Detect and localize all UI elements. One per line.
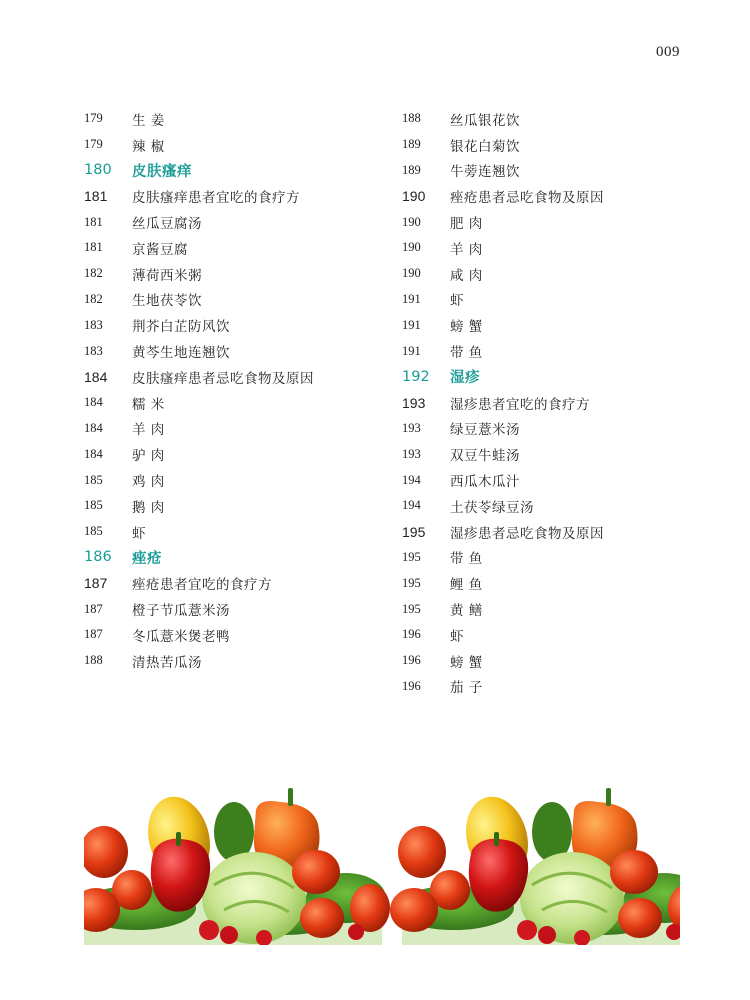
vegetable-band-image <box>84 780 680 945</box>
toc-right-entry-item <box>402 235 702 261</box>
entry-page-number: 190 <box>402 188 426 205</box>
toc-left-entry-item <box>84 467 384 493</box>
entry-page-number: 189 <box>402 162 421 177</box>
toc-right-entry-sub <box>402 390 702 416</box>
entry-page-number: 191 <box>402 317 421 332</box>
entry-title: 双豆牛蛙汤 <box>450 448 520 465</box>
entry-title: 黄芩生地连翘饮 <box>132 345 230 362</box>
entry-page-number: 184 <box>84 446 103 461</box>
entry-title: 西瓜木瓜汁 <box>450 474 520 491</box>
toc-right-entry-item <box>402 467 702 493</box>
toc-right-entry-item <box>402 209 702 235</box>
toc-left-entry-chapter <box>84 158 384 184</box>
entry-title: 肥 肉 <box>450 216 483 233</box>
toc-right-entry-item <box>402 132 702 158</box>
toc-right-entry-item <box>402 416 702 442</box>
entry-title: 羊 肉 <box>450 241 483 258</box>
entry-page-number: 181 <box>84 188 108 205</box>
toc-left-entry-item <box>84 441 384 467</box>
entry-page-number: 191 <box>402 343 421 358</box>
toc-left-entry-item <box>84 261 384 287</box>
entry-title: 湿疹患者忌吃食物及原因 <box>450 525 604 542</box>
entry-title: 皮肤瘙痒患者宜吃的食疗方 <box>132 190 300 207</box>
entry-page-number: 192 <box>402 368 430 385</box>
toc-right-entry-item <box>402 312 702 338</box>
toc-left-entry-sub <box>84 570 384 596</box>
entry-title: 薄荷西米粥 <box>132 267 202 284</box>
toc-left-entry-item <box>84 416 384 442</box>
entry-page-number: 187 <box>84 575 108 592</box>
toc-right-entry-sub <box>402 183 702 209</box>
entry-page-number: 180 <box>84 162 112 179</box>
entry-title: 痤疮患者宜吃的食疗方 <box>132 577 272 594</box>
entry-title: 螃 蟹 <box>450 654 483 671</box>
entry-page-number: 187 <box>84 627 103 642</box>
toc-left-entry-chapter <box>84 545 384 571</box>
toc-left-entry-item <box>84 132 384 158</box>
entry-title: 橙子节瓜薏米汤 <box>132 603 230 620</box>
entry-page-number: 184 <box>84 420 103 435</box>
entry-title: 冬瓜薏米煲老鸭 <box>132 628 230 645</box>
toc-right-entry-item <box>402 674 702 700</box>
entry-title: 黄 鳝 <box>450 603 483 620</box>
toc-right-entry-item <box>402 441 702 467</box>
toc-right-entry-item <box>402 261 702 287</box>
entry-title: 糯 米 <box>132 396 165 413</box>
entry-page-number: 190 <box>402 266 421 281</box>
entry-title: 痤疮患者忌吃食物及原因 <box>450 190 604 207</box>
toc-right-entry-chapter <box>402 364 702 390</box>
toc-right-entry-item <box>402 106 702 132</box>
entry-page-number: 196 <box>402 627 421 642</box>
entry-title: 虾 <box>450 293 464 310</box>
entry-page-number: 183 <box>84 343 103 358</box>
entry-title: 茄 子 <box>450 680 483 697</box>
entry-title: 鲤 鱼 <box>450 577 483 594</box>
entry-page-number: 190 <box>402 240 421 255</box>
toc-left-entry-item <box>84 287 384 313</box>
entry-title: 荆芥白芷防风饮 <box>132 319 230 336</box>
entry-page-number: 179 <box>84 137 103 152</box>
entry-title: 生 姜 <box>132 112 165 129</box>
toc-right-entry-item <box>402 158 702 184</box>
entry-title: 绿豆薏米汤 <box>450 422 520 439</box>
toc-right-entry-sub <box>402 519 702 545</box>
entry-title: 鹅 肉 <box>132 499 165 516</box>
toc-left-entry-item <box>84 106 384 132</box>
entry-title: 丝瓜银花饮 <box>450 112 520 129</box>
toc-left-entry-item <box>84 390 384 416</box>
entry-page-number: 193 <box>402 394 426 411</box>
entry-page-number: 193 <box>402 446 421 461</box>
entry-title: 咸 肉 <box>450 267 483 284</box>
entry-page-number: 195 <box>402 575 421 590</box>
toc-right-entry-item <box>402 596 702 622</box>
entry-page-number: 185 <box>84 498 103 513</box>
entry-title: 螃 蟹 <box>450 319 483 336</box>
entry-page-number: 184 <box>84 368 108 385</box>
entry-page-number: 187 <box>84 601 103 616</box>
entry-title: 生地茯苓饮 <box>132 293 202 310</box>
toc-left-entry-item <box>84 648 384 674</box>
entry-title: 湿疹 <box>450 370 480 387</box>
toc-left-entry-item <box>84 235 384 261</box>
entry-title: 丝瓜豆腐汤 <box>132 216 202 233</box>
entry-page-number: 196 <box>402 653 421 668</box>
entry-page-number: 195 <box>402 523 426 540</box>
toc-left-entry-sub <box>84 364 384 390</box>
entry-page-number: 194 <box>402 498 421 513</box>
entry-page-number: 195 <box>402 549 421 564</box>
toc-right-entry-item <box>402 338 702 364</box>
entry-page-number: 194 <box>402 472 421 487</box>
toc-left-entry-item <box>84 493 384 519</box>
toc-left-column <box>84 106 384 674</box>
entry-page-number: 185 <box>84 472 103 487</box>
entry-title: 辣 椒 <box>132 138 165 155</box>
entry-page-number: 189 <box>402 137 421 152</box>
entry-title: 清热苦瓜汤 <box>132 654 202 671</box>
toc-left-entry-item <box>84 596 384 622</box>
toc-left-entry-item <box>84 622 384 648</box>
entry-page-number: 181 <box>84 240 103 255</box>
entry-page-number: 184 <box>84 395 103 410</box>
entry-page-number: 188 <box>84 653 103 668</box>
entry-page-number: 186 <box>84 549 112 566</box>
entry-page-number: 181 <box>84 214 103 229</box>
entry-page-number: 193 <box>402 420 421 435</box>
toc-left-entry-item <box>84 338 384 364</box>
entry-page-number: 185 <box>84 524 103 539</box>
entry-page-number: 182 <box>84 266 103 281</box>
page-number: 009 <box>656 44 680 60</box>
entry-page-number: 179 <box>84 111 103 126</box>
toc-right-entry-item <box>402 648 702 674</box>
toc-right-entry-item <box>402 287 702 313</box>
entry-title: 痤疮 <box>132 550 162 567</box>
entry-title: 牛蒡连翘饮 <box>450 164 520 181</box>
toc-right-entry-item <box>402 545 702 571</box>
entry-title: 鸡 肉 <box>132 474 165 491</box>
toc-right-entry-item <box>402 622 702 648</box>
entry-page-number: 190 <box>402 214 421 229</box>
entry-title: 带 鱼 <box>450 551 483 568</box>
entry-title: 京酱豆腐 <box>132 241 188 258</box>
toc-right-column <box>402 106 702 699</box>
toc-right-entry-item <box>402 493 702 519</box>
entry-title: 驴 肉 <box>132 448 165 465</box>
entry-title: 银花白菊饮 <box>450 138 520 155</box>
entry-page-number: 195 <box>402 601 421 616</box>
entry-title: 虾 <box>450 628 464 645</box>
entry-page-number: 182 <box>84 291 103 306</box>
toc-left-entry-item <box>84 519 384 545</box>
entry-title: 带 鱼 <box>450 345 483 362</box>
entry-page-number: 188 <box>402 111 421 126</box>
entry-title: 土茯苓绿豆汤 <box>450 499 534 516</box>
entry-title: 湿疹患者宜吃的食疗方 <box>450 396 590 413</box>
entry-title: 皮肤瘙痒 <box>132 163 192 180</box>
entry-title: 虾 <box>132 525 146 542</box>
entry-title: 皮肤瘙痒患者忌吃食物及原因 <box>132 370 314 387</box>
entry-title: 羊 肉 <box>132 422 165 439</box>
toc-right-entry-item <box>402 570 702 596</box>
toc-left-entry-item <box>84 312 384 338</box>
toc-left-entry-item <box>84 209 384 235</box>
entry-page-number: 191 <box>402 291 421 306</box>
toc-left-entry-sub <box>84 183 384 209</box>
entry-page-number: 183 <box>84 317 103 332</box>
entry-page-number: 196 <box>402 678 421 693</box>
